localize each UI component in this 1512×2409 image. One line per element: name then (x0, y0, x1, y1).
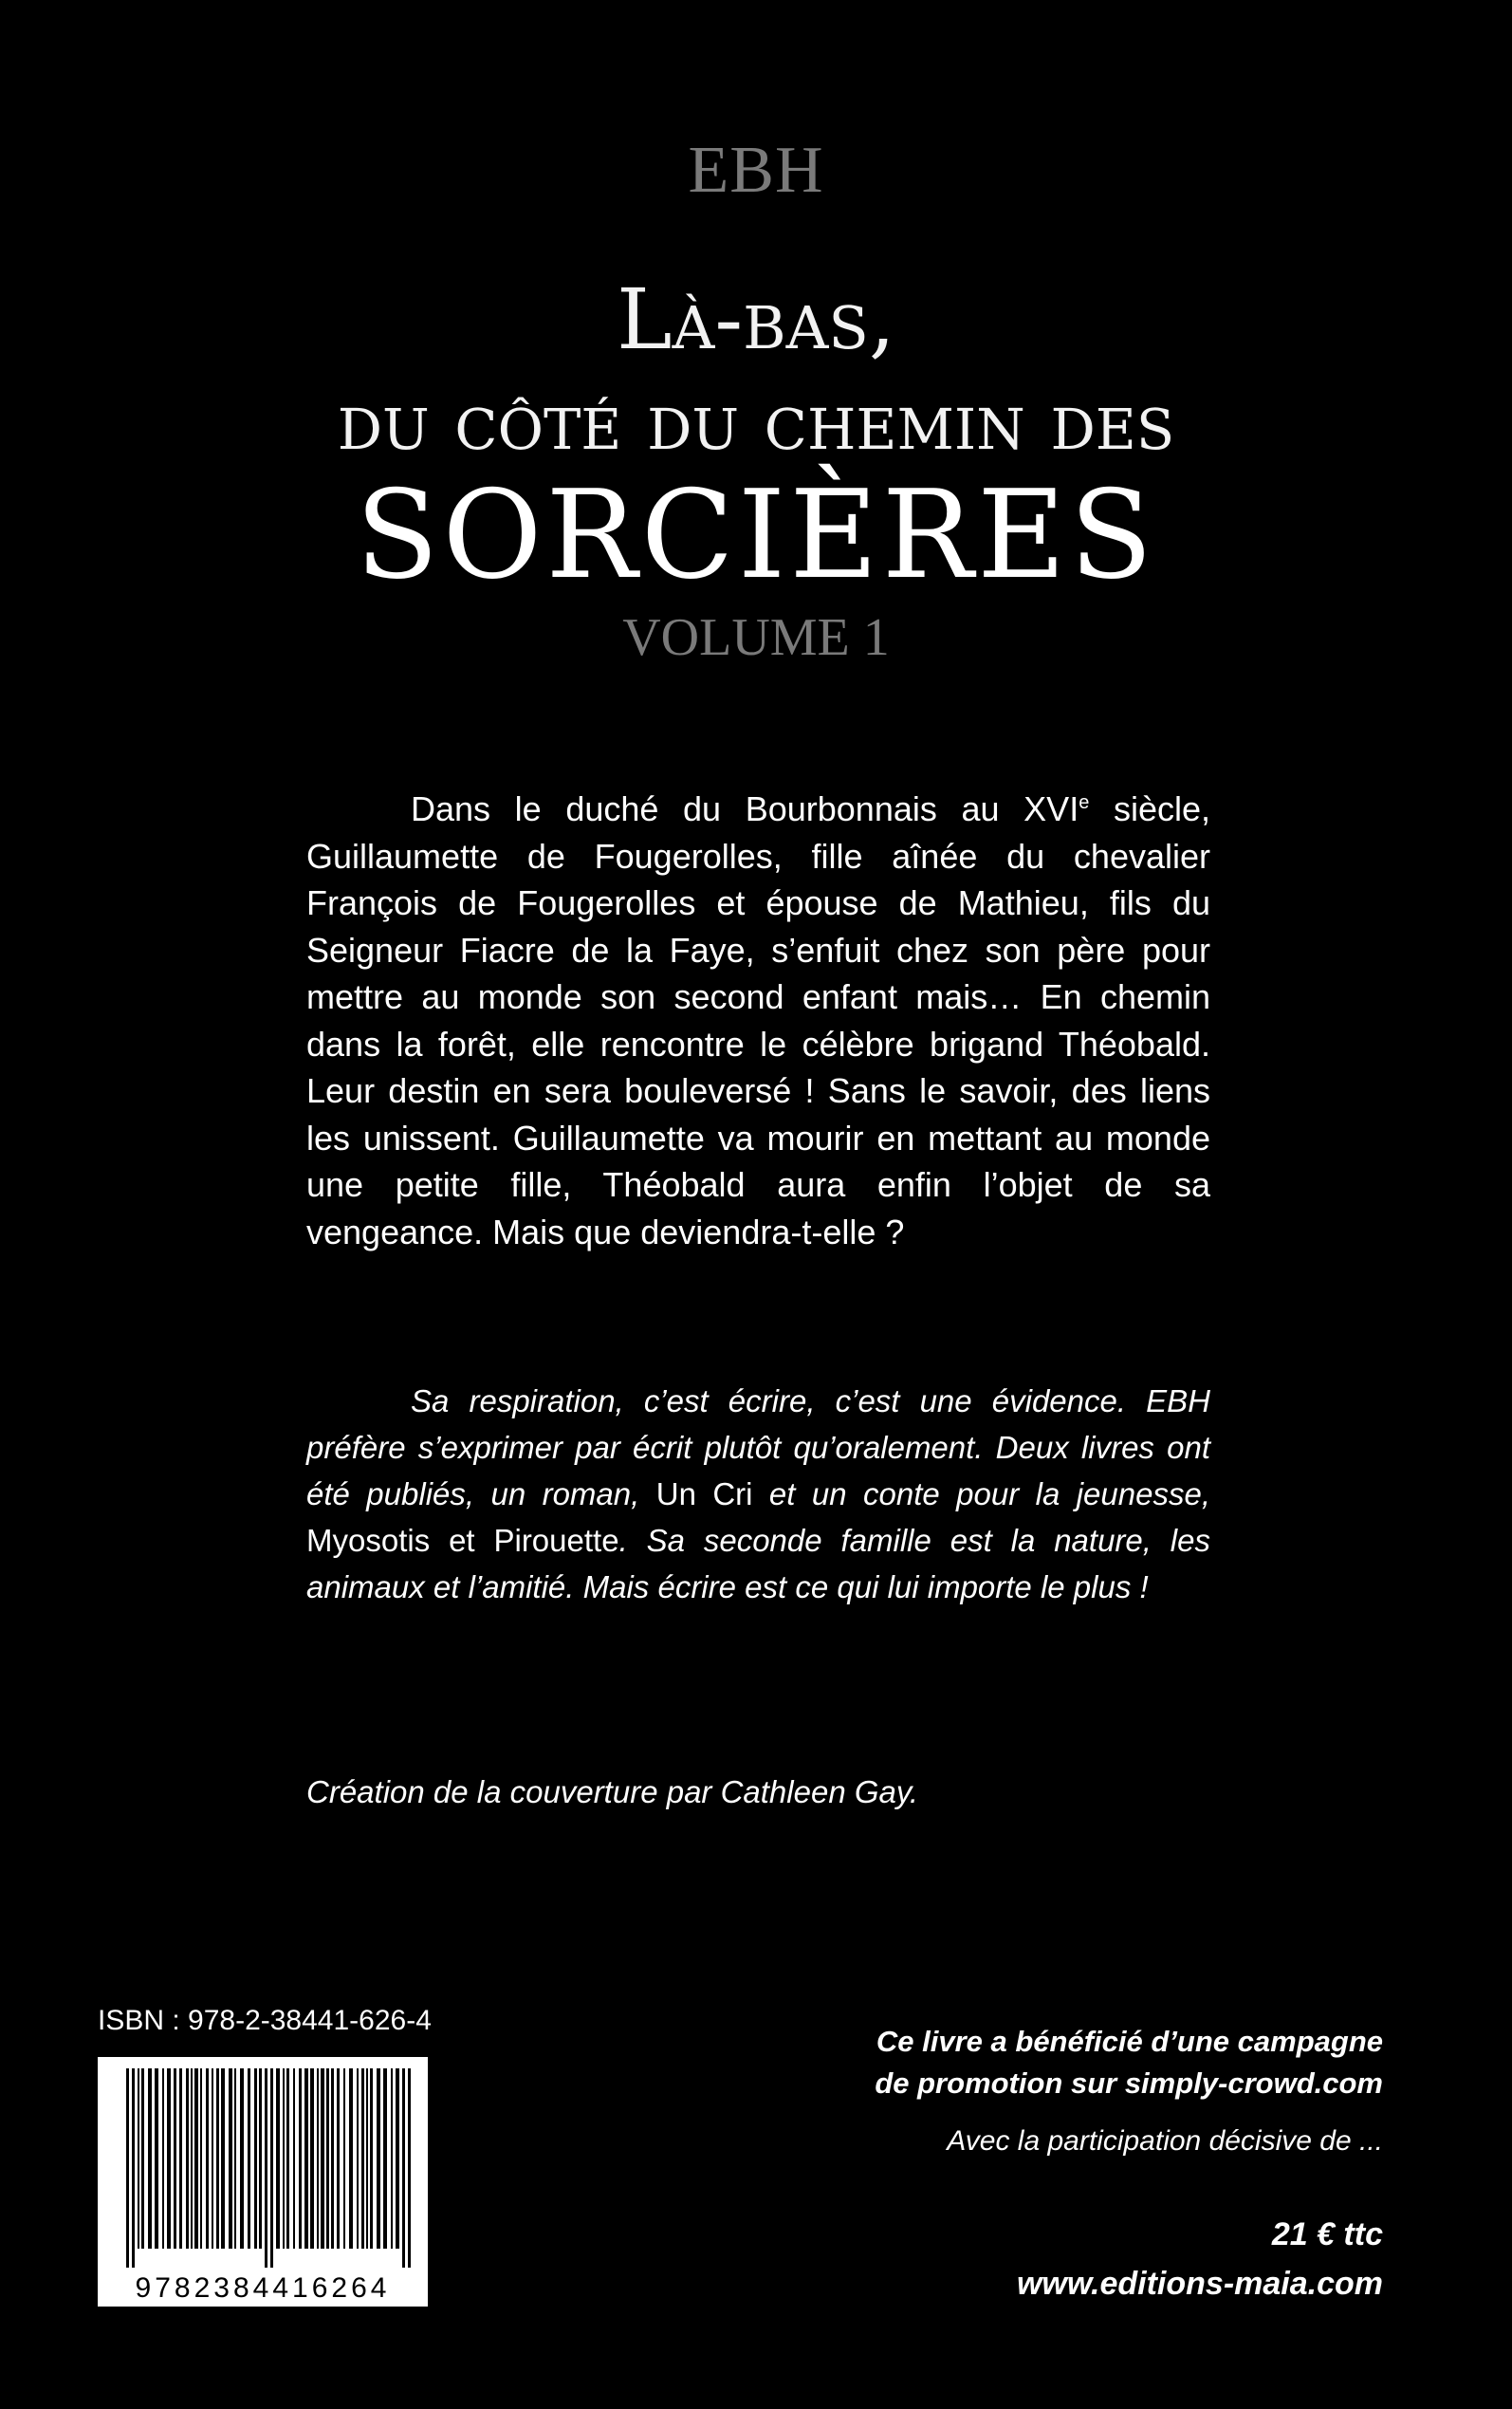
barcode-bar (186, 2068, 189, 2249)
barcode-bar (299, 2068, 302, 2249)
barcode-bar (155, 2068, 158, 2249)
barcode-bar (240, 2068, 244, 2249)
century-superscript: e (1079, 792, 1090, 813)
title-line-3: SORCIÈRES (355, 465, 1157, 606)
barcode-bar (191, 2068, 193, 2249)
barcode-bar (259, 2068, 262, 2249)
barcode-digits: 9782384416264 (135, 2272, 391, 2304)
barcode-bar (326, 2068, 329, 2249)
barcode-bar (162, 2068, 164, 2249)
barcode-bar (383, 2068, 387, 2249)
barcode-bar (132, 2068, 135, 2268)
barcode-bar (391, 2068, 393, 2249)
author-bio-paragraph (306, 1378, 1210, 1610)
bio-text-1: Sa respiration, c’est écrire, c’est une évidence. EBH préfère s’exprimer par écrit plutôt qu’oralement. Deux livres ont été publiés, un roman, (306, 1383, 1210, 1511)
barcode-bar (248, 2068, 250, 2249)
isbn-label: ISBN : 978-2-38441-626-4 (98, 2005, 432, 2036)
barcode-bar (200, 2068, 202, 2249)
barcode-bar (179, 2068, 182, 2249)
promo-line-3: Avec la participation décisive de ... (947, 2125, 1383, 2157)
barcode-bar (138, 2068, 139, 2249)
barcode-bar (377, 2068, 380, 2249)
barcode-bar (293, 2068, 295, 2249)
bio-text-2: et un conte pour la jeunesse, (752, 1476, 1210, 1511)
barcode-bar (366, 2068, 368, 2249)
publisher-website: www.editions-maia.com (1016, 2266, 1383, 2302)
barcode-graphic (98, 2057, 428, 2307)
barcode-bar (361, 2068, 364, 2249)
barcode-bar (174, 2068, 176, 2249)
barcode-bar (321, 2068, 324, 2249)
barcode-bar (283, 2068, 285, 2249)
barcode-bar (229, 2068, 232, 2249)
promo-line-2: de promotion sur simply-crowd.com (875, 2066, 1383, 2100)
synopsis-text-start: Dans le duché du Bourbonnais au XVI (411, 789, 1079, 828)
barcode-bar (234, 2068, 236, 2249)
barcode-bar (148, 2068, 152, 2249)
barcode-bar (304, 2068, 308, 2249)
barcode-bar (167, 2068, 171, 2249)
volume-label: VOLUME 1 (622, 608, 890, 667)
promo-line-1: Ce livre a bénéficié d’une campagne (876, 2025, 1383, 2058)
barcode-bar (276, 2068, 280, 2249)
barcode-bar (126, 2068, 129, 2268)
barcode-bar (286, 2068, 289, 2249)
bio-text-3: . Sa seconde famille est la nature, les animaux et l’amitié. Mais écrire est ce qui lui importe le plus ! (306, 1523, 1210, 1604)
barcode-bar (194, 2068, 198, 2249)
price: 21 € ttc (1271, 2216, 1383, 2252)
barcode-bar (216, 2068, 219, 2249)
title-line-1: Là-bas, (617, 270, 895, 368)
author-name: EBH (688, 134, 824, 207)
barcode-bar (221, 2068, 225, 2249)
title-line-2: du côté du chemin des (337, 375, 1175, 468)
barcode-bar (349, 2068, 353, 2249)
bio-book-title-1: Un Cri (655, 1476, 753, 1511)
barcode-bar (141, 2068, 144, 2249)
barcode-bar (337, 2068, 340, 2249)
barcode-bar (402, 2068, 405, 2268)
barcode-bar (270, 2068, 273, 2268)
bio-book-title-2: Myosotis et Pirouette (306, 1523, 619, 1558)
barcode-bar (310, 2068, 314, 2249)
barcode-bar (396, 2068, 399, 2249)
synopsis-text-end: siècle, Guillaumette de Fougerolles, fille aînée du chevalier François de Fougerolles et épouse de Mathieu, fils du Seigneur Fiacre de la Faye, s’enfuit chez son père pour mettre au monde son second enfant mais… En chemin dans la forêt, elle rencontre le célèbre brigand Théobald. Leur destin en sera bouleversé ! Sans le savoir, des liens les unissent. Guillaumette va mourir en mettant au monde une petite fille, Théobald aura enfin l’objet de sa vengeance. Mais que deviendra-t-elle ? (306, 789, 1211, 1251)
barcode-bar (206, 2068, 209, 2249)
barcode (98, 2057, 428, 2307)
cover-credit: Création de la couverture par Cathleen Gay. (306, 1774, 919, 1809)
barcode-bar (408, 2068, 411, 2268)
barcode-bar (357, 2068, 359, 2249)
barcode-bar (254, 2068, 257, 2249)
synopsis-paragraph (306, 786, 1210, 1255)
barcode-bar (317, 2068, 319, 2249)
barcode-bar (212, 2068, 213, 2249)
barcode-bar (343, 2068, 345, 2249)
barcode-bar (265, 2068, 267, 2268)
barcode-bar (370, 2068, 373, 2249)
barcode-bar (331, 2068, 334, 2249)
